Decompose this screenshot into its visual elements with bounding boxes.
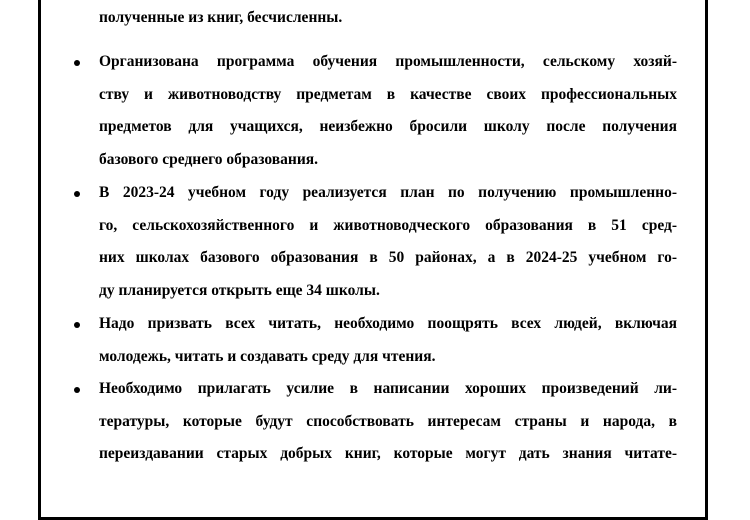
continued-paragraph-line: полученные из книг, бесчисленны. bbox=[99, 9, 343, 26]
bullet-text bbox=[99, 177, 677, 307]
text-line: Надо призвать всех читать, необходимо поощрять всех людей, включая bbox=[99, 315, 677, 332]
text-line: переиздавании старых добрых книг, которые могут дать знания читате- bbox=[99, 445, 677, 462]
bullet-text bbox=[99, 308, 677, 373]
text-line: го, сельскохозяйственного и животноводческого образования в 51 сред- bbox=[99, 216, 677, 234]
bullet-icon bbox=[74, 60, 80, 66]
bullet-icon bbox=[74, 322, 80, 328]
bullet-icon bbox=[74, 191, 80, 197]
bullet-text bbox=[99, 46, 677, 176]
text-line: тературы, которые будут способствовать интересам страны и народа, в bbox=[99, 412, 677, 430]
text-line: Необходимо прилагать усилие в написании хороших произведений ли- bbox=[99, 380, 677, 397]
text-line: ду планируется открыть еще 34 школы. bbox=[99, 281, 380, 299]
text-line: ству и животноводству предметам в качестве своих профессиональных bbox=[99, 85, 677, 103]
text-line: предметов для учащихся, неизбежно бросили школу после получения bbox=[99, 118, 677, 135]
text-line: В 2023-24 учебном году реализуется план по получению промышленно- bbox=[99, 184, 677, 201]
text-line: молодежь, читать и создавать среду для чтения. bbox=[99, 347, 436, 365]
text-line: базового среднего образования. bbox=[99, 150, 319, 168]
bullet-text bbox=[99, 373, 677, 471]
text-line: Организована программа обучения промышленности, сельскому хозяй- bbox=[99, 53, 677, 70]
bullet-icon bbox=[74, 387, 80, 393]
text-line: них школах базового образования в 50 районах, а в 2024-25 учебном го- bbox=[99, 249, 677, 266]
